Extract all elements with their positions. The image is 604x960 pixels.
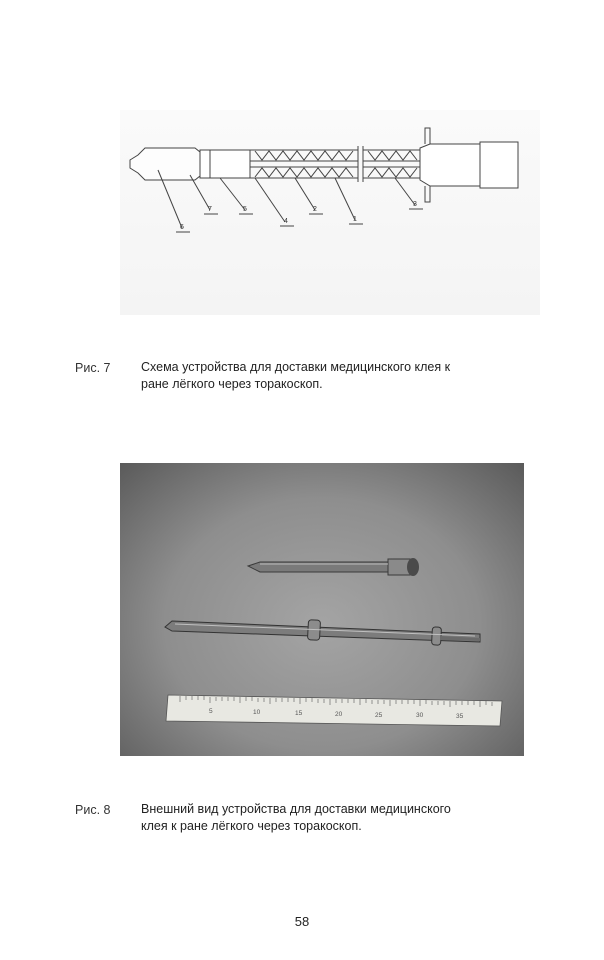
head-block	[200, 150, 250, 178]
callout-4: 4	[284, 218, 288, 225]
figure-8-photo-content	[120, 463, 524, 756]
leader-1	[335, 178, 355, 220]
spring-lower-right	[368, 168, 417, 177]
figure-7-caption-line-1: Схема устройства для доставки медицинского клея к	[141, 360, 451, 374]
ruler-number: 15	[295, 710, 303, 717]
handle-cap	[480, 142, 518, 188]
leader-3	[395, 178, 415, 205]
leader-2	[295, 178, 315, 210]
ruler-number: 35	[456, 713, 464, 720]
leader-7	[190, 175, 210, 210]
ruler-number: 30	[416, 712, 424, 719]
callout-6: 6	[180, 224, 184, 231]
ruler-number: 25	[375, 712, 383, 719]
spring-upper	[255, 151, 353, 160]
callout-5: 5	[243, 206, 247, 213]
figure-7-caption	[141, 359, 531, 393]
ruler-number: 10	[253, 709, 261, 716]
figure-8-photo	[120, 463, 524, 756]
handle-body	[420, 144, 480, 186]
callout-1: 1	[353, 216, 357, 223]
spring-upper-right	[368, 151, 417, 160]
figure-7-caption-line-2: ране лёгкого через торакоскоп.	[141, 377, 323, 391]
figure-8-caption-line-2: клея к ране лёгкого через торакоскоп.	[141, 819, 362, 833]
figure-8-caption	[141, 801, 531, 835]
figure-8-label: Рис. 8	[75, 803, 111, 817]
short-device	[248, 558, 419, 576]
callout-3: 3	[413, 201, 417, 208]
figure-8-caption-line-1: Внешний вид устройства для доставки медицинского	[141, 802, 451, 816]
page-number: 58	[294, 914, 310, 929]
leader-4	[255, 178, 285, 222]
tip-outline	[130, 148, 200, 180]
inner-channel	[250, 161, 420, 167]
leader-5	[220, 178, 245, 210]
ruler-number: 5	[209, 708, 213, 715]
spring-lower	[255, 168, 353, 177]
callout-2: 2	[313, 206, 317, 213]
figure-7-schematic	[120, 120, 530, 250]
ruler	[166, 695, 502, 726]
figure-7-label: Рис. 7	[75, 361, 111, 375]
long-device	[165, 620, 480, 646]
tube-outer-right	[363, 150, 420, 178]
callout-7: 7	[208, 206, 212, 213]
ruler-number: 20	[335, 711, 343, 718]
